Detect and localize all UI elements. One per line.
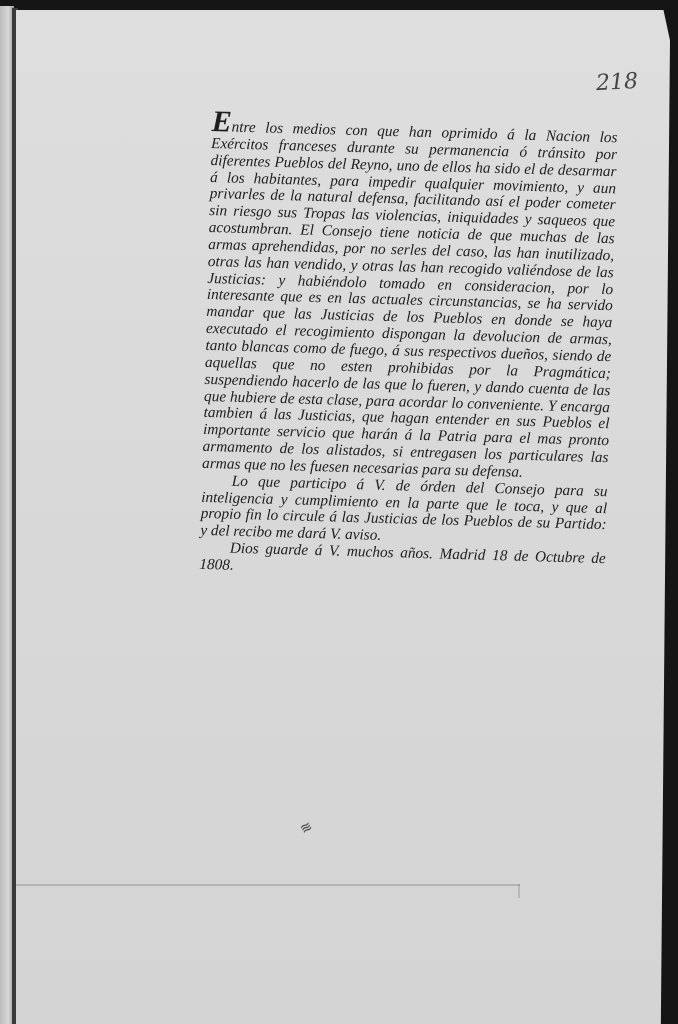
paragraph-1 [201, 105, 618, 484]
folio-number: 218 [595, 68, 639, 97]
paragraph-2: Lo que participo á V. de órden del Consejo para su inteligencia y cumplimiento en la parte que le toca, y que al propio fin lo circule á las Justicias de los Pueblos de su Partido: y del recibo me dará V. aviso. [200, 472, 608, 545]
document-body [199, 105, 618, 585]
paragraph-1-text: ntre los medios con que han oprimido á la Nacion los Exércitos franceses durante su permanencia ó tránsito por diferentes Pueblos del Reyno, uno de ellos ha sido el de desarmar á los habitantes, para impedir qualquier movimiento, y aun privarles de la natural defensa, facilitando así el poder cometer sin riesgo sus Tropas las violencias, iniquidades y saqueos que acostumbran. El Consejo tiene noticia de que muchas de las armas aprehendidas, por no serles del caso, las han inutilizado, otras las han vendido, y otras las han recogido valiéndose de las Justicias: y habiéndolo tomado en consideracion, por lo interesante que es en las actuales circunstancias, se ha servido mandar que las Justicias de los Pueblos en donde se haya executado el recogimiento dispongan la devolucion de armas, tanto blancas como de fuego, á sus respectivos dueños, siendo de aquellas que no esten prohibidas por la Pragmática; suspendiendo hacerlo de las que lo fueren, y dando cuenta de las que hubiere de esta clase, para acordar lo conveniente. Y encarga tambien á las Justicias, que hagan entender en sus Pueblos el importante servicio que harán á la Patria para el mas pronto armamento de los alistados, si entregasen los particulares las armas que no les fuesen necesarias para su defensa. [201, 118, 618, 481]
fold-crease [16, 884, 520, 886]
fold-crease-vertical [518, 884, 520, 898]
drop-cap: E [211, 105, 233, 139]
paragraph-3: Dios guarde á V. muchos años. Madrid 18 de Octubre de 1808. [199, 539, 606, 574]
ink-smudge-icon: ≋ [297, 818, 316, 838]
